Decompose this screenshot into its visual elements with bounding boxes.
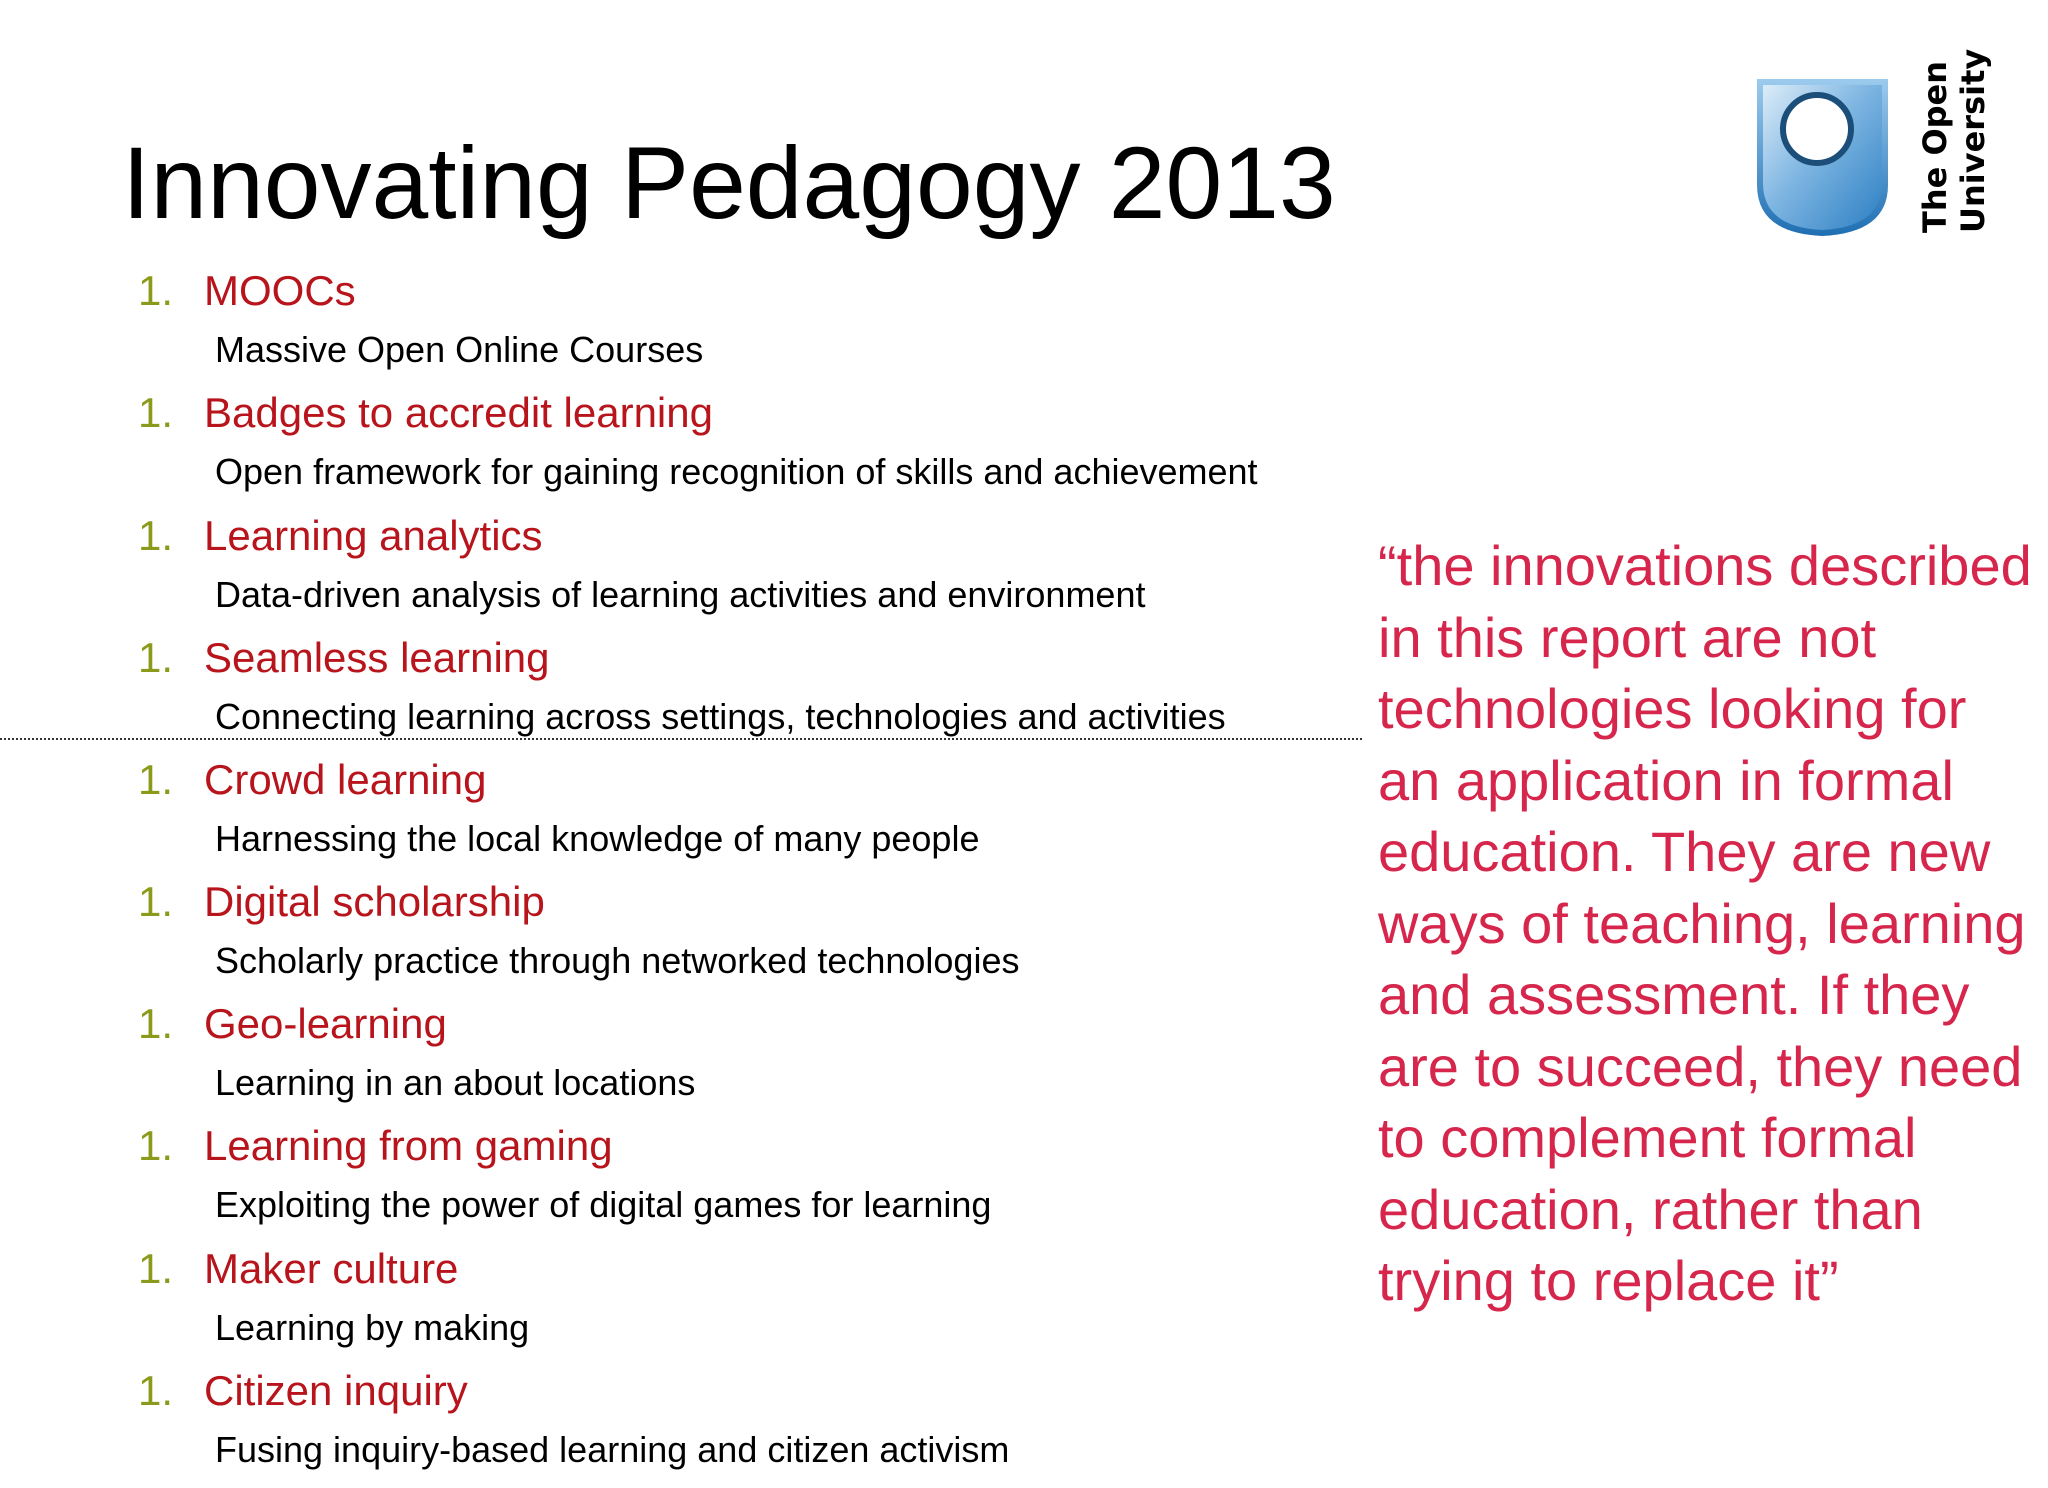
open-university-wordmark <box>1908 48 1992 236</box>
list-item <box>0 1121 1370 1243</box>
list-item <box>0 755 1370 877</box>
item-heading: Maker culture <box>204 1245 459 1292</box>
item-number: 1. <box>138 634 174 681</box>
list-item <box>0 1366 1370 1488</box>
dotted-divider <box>0 738 1362 740</box>
logo-text-line2: University <box>1954 48 1992 233</box>
report-quote: “the innovations described in this report are not technologies looking for an application in formal education. They are new ways of teaching, learning and assessment. If they are to succeed, they need to complement formal education, rather than trying to replace it” <box>1378 534 2032 1312</box>
item-description: Learning in an about locations <box>215 1062 696 1103</box>
item-heading: Digital scholarship <box>204 878 545 925</box>
item-description: Connecting learning across settings, technologies and activities <box>215 696 1226 737</box>
item-number: 1. <box>138 1000 174 1047</box>
item-heading: Learning from gaming <box>204 1122 613 1169</box>
item-heading: Seamless learning <box>204 634 550 681</box>
item-heading: MOOCs <box>204 267 356 314</box>
item-number: 1. <box>138 1122 174 1169</box>
list-item <box>0 877 1370 999</box>
item-description: Open framework for gaining recognition of skills and achievement <box>215 451 1258 492</box>
list-item <box>0 511 1370 633</box>
item-number: 1. <box>138 1367 174 1414</box>
list-item <box>0 1244 1370 1366</box>
item-description: Scholarly practice through networked technologies <box>215 940 1020 981</box>
item-heading: Badges to accredit learning <box>204 389 713 436</box>
item-number: 1. <box>138 756 174 803</box>
item-number: 1. <box>138 878 174 925</box>
item-heading: Citizen inquiry <box>204 1367 468 1414</box>
item-heading: Crowd learning <box>204 756 487 803</box>
item-description: Data-driven analysis of learning activities and environment <box>215 574 1146 615</box>
slide-title: Innovating Pedagogy 2013 <box>122 126 1336 240</box>
item-number: 1. <box>138 512 174 559</box>
list-item <box>0 266 1370 388</box>
item-description: Harnessing the local knowledge of many people <box>215 818 980 859</box>
item-description: Fusing inquiry-based learning and citizen activism <box>215 1429 1010 1470</box>
item-number: 1. <box>138 389 174 436</box>
item-description: Exploiting the power of digital games for learning <box>215 1184 992 1225</box>
logo-text-line1: The Open <box>1916 60 1954 233</box>
list-item <box>0 999 1370 1121</box>
item-heading: Learning analytics <box>204 512 543 559</box>
item-number: 1. <box>138 267 174 314</box>
list-item <box>0 633 1370 755</box>
item-number: 1. <box>138 1245 174 1292</box>
item-description: Massive Open Online Courses <box>215 329 704 370</box>
item-heading: Geo-learning <box>204 1000 447 1047</box>
item-description: Learning by making <box>215 1307 530 1348</box>
list-item <box>0 388 1370 510</box>
